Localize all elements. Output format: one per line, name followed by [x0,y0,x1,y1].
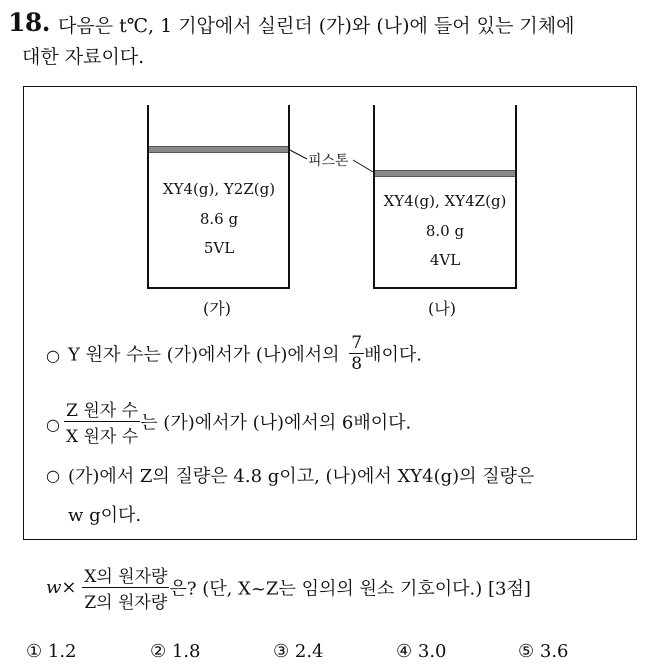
choice-4[interactable] [396,641,447,662]
statement-1-fraction [349,333,364,374]
cylinder-b-mass: 8.0 g [425,222,465,240]
cylinder-a-mass: 8.6 g [199,210,239,228]
question-stem-line1: 다음은 t℃, 1 기압에서 실린더 (가)와 (나)에 들어 있는 기체에 [58,15,575,37]
bullet-circle-1: ○ [46,346,60,365]
statement-1-text: Y 원자 수는 (가)에서가 (나)에서의 [68,344,340,366]
statement-2-tail: 는 (가)에서가 (나)에서의 6배이다. [140,412,412,434]
choice-1-value: 1.2 [47,641,77,662]
query-tail: 은? (단, X~Z는 임의의 원소 기호이다.) [3점] [169,578,531,600]
cylinder-b-volume: 4VL [429,251,461,269]
choice-4-mark: ④ [396,641,413,662]
fraction-denominator: X 원자 수 [66,427,139,447]
fraction-denominator: 8 [351,354,363,374]
choice-5-value: 3.6 [539,641,569,662]
query-prefix: w× [46,577,77,598]
cylinder-b-gas: XY4(g), XY4Z(g) [383,192,507,210]
choice-2-value: 1.8 [171,641,201,662]
choice-1-mark: ① [26,641,43,662]
statement-2-fraction [64,396,140,447]
piston-b [375,170,515,177]
statement-2 [64,396,411,447]
bullet-circle-3: ○ [46,466,60,485]
choice-3-value: 2.4 [294,641,324,662]
choice-4-value: 3.0 [417,641,447,662]
fraction-numerator: X의 원자량 [82,562,169,588]
piston-a [149,146,288,153]
choice-2-mark: ② [150,641,167,662]
cylinder-a-volume: 5VL [203,239,235,257]
question-stem-line2: 대한 자료이다. [22,46,145,68]
query-fraction [82,562,169,613]
cylinder-a-caption: (가) [203,299,231,318]
cylinder-a-gas: XY4(g), Y2Z(g) [162,180,276,198]
piston-label: 피스톤 [308,153,349,169]
fraction-denominator: Z의 원자량 [84,593,168,613]
cylinder-b-caption: (나) [428,299,456,318]
statement-3-line1: (가)에서 Z의 질량은 4.8 g이고, (나)에서 XY4(g)의 질량은 [68,466,535,487]
choice-3[interactable] [273,641,324,662]
statement-1 [68,333,422,374]
choice-5[interactable] [518,641,569,662]
choice-5-mark: ⑤ [518,641,535,662]
choice-1[interactable] [26,641,77,662]
choice-3-mark: ③ [273,641,290,662]
bullet-circle-2: ○ [46,415,60,434]
fraction-numerator: Z 원자 수 [64,396,140,422]
statement-1-tail: 배이다. [364,344,422,366]
query [46,562,531,613]
choice-2[interactable] [150,641,201,662]
fraction-numerator: 7 [351,333,363,353]
statement-3-line2: w g이다. [68,505,142,526]
question-number: 18. [8,8,50,37]
